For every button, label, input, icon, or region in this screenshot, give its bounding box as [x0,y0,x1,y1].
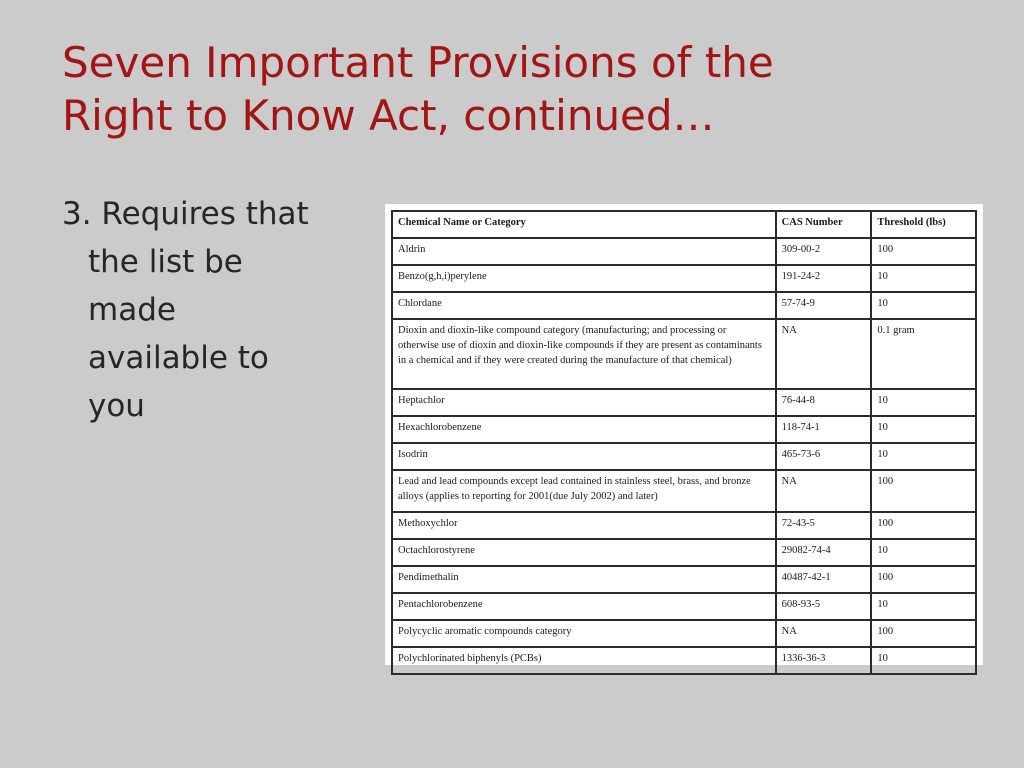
cell-name: Aldrin [392,238,776,265]
body-line: 3. Requires that [62,196,309,232]
cell-cas: 72-43-5 [776,512,872,539]
table-row [392,647,976,674]
chemical-table [391,210,977,675]
table-row [392,443,976,470]
table-row [392,265,976,292]
cell-cas: NA [776,470,872,512]
cell-cas: 29082-74-4 [776,539,872,566]
cell-name: Lead and lead compounds except lead contained in stainless steel, brass, and bronze alloys (applies to reporting for 2001(due July 2002) and later) [392,470,776,512]
slide-title [62,36,992,142]
table-row [392,292,976,319]
cell-cas: NA [776,620,872,647]
slide-title-line: Seven Important Provisions of the [62,38,774,87]
cell-name: Hexachlorobenzene [392,416,776,443]
body-line: the list be [88,244,243,280]
table-row [392,416,976,443]
cell-threshold: 0.1 gram [871,319,976,389]
column-header-threshold: Threshold (lbs) [871,211,976,238]
cell-threshold: 10 [871,443,976,470]
cell-name: Methoxychlor [392,512,776,539]
column-header-name: Chemical Name or Category [392,211,776,238]
cell-threshold: 100 [871,620,976,647]
cell-cas: 309-00-2 [776,238,872,265]
cell-name: Dioxin and dioxin-like compound category (manufacturing; and processing or otherwise use of dioxin and dioxin-like compounds if they are present as contaminants in a chemical and if they were created during the manufacture of that chemical) [392,319,776,389]
body-line: you [88,388,145,424]
cell-threshold: 10 [871,265,976,292]
cell-cas: NA [776,319,872,389]
cell-cas: 608-93-5 [776,593,872,620]
table-row [392,319,976,389]
cell-threshold: 10 [871,292,976,319]
cell-threshold: 100 [871,238,976,265]
body-line: made [88,292,176,328]
cell-threshold: 10 [871,416,976,443]
body-bullet [62,190,372,430]
cell-name: Octachlorostyrene [392,539,776,566]
table-header-row [392,211,976,238]
cell-threshold: 100 [871,512,976,539]
cell-cas: 57-74-9 [776,292,872,319]
cell-threshold: 10 [871,647,976,674]
cell-cas: 1336-36-3 [776,647,872,674]
cell-name: Pendimethalin [392,566,776,593]
cell-cas: 118-74-1 [776,416,872,443]
cell-name: Isodrin [392,443,776,470]
table-row [392,389,976,416]
cell-threshold: 10 [871,389,976,416]
cell-cas: 191-24-2 [776,265,872,292]
cell-threshold: 100 [871,470,976,512]
table-row [392,512,976,539]
cell-name: Polycyclic aromatic compounds category [392,620,776,647]
cell-name: Heptachlor [392,389,776,416]
chemical-table-image [385,204,983,665]
cell-name: Pentachlorobenzene [392,593,776,620]
table-row [392,593,976,620]
table-row [392,470,976,512]
slide-title-line: Right to Know Act, continued… [62,91,715,140]
cell-cas: 76-44-8 [776,389,872,416]
cell-name: Chlordane [392,292,776,319]
cell-name: Benzo(g,h,i)perylene [392,265,776,292]
table-row [392,238,976,265]
table-row [392,539,976,566]
cell-threshold: 10 [871,539,976,566]
table-row [392,566,976,593]
cell-cas: 40487-42-1 [776,566,872,593]
column-header-cas: CAS Number [776,211,872,238]
table-row [392,620,976,647]
cell-cas: 465-73-6 [776,443,872,470]
cell-name: Polychlorinated biphenyls (PCBs) [392,647,776,674]
body-line: available to [88,340,269,376]
cell-threshold: 100 [871,566,976,593]
cell-threshold: 10 [871,593,976,620]
